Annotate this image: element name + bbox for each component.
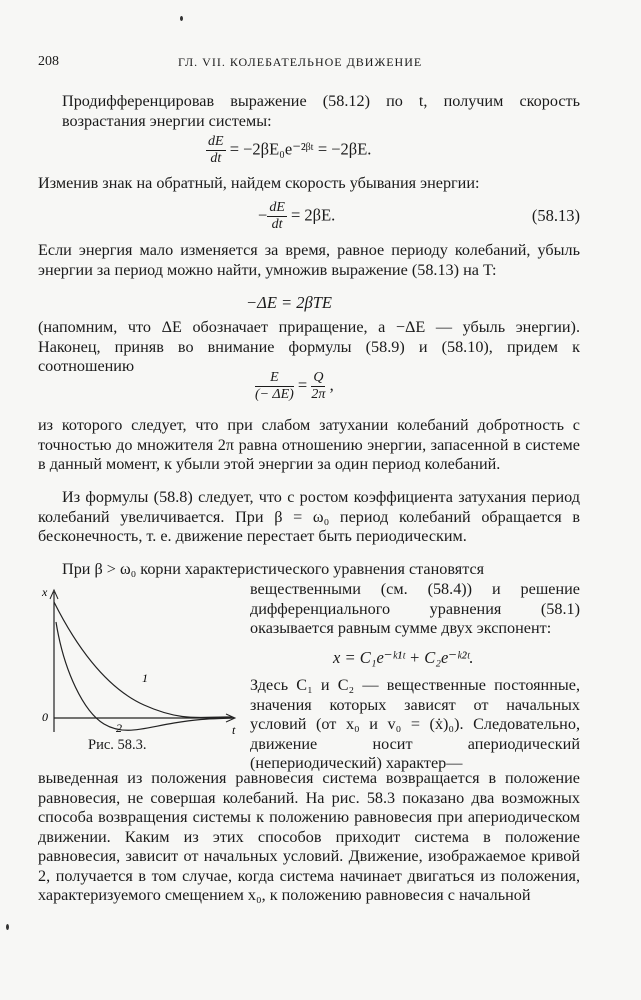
equation-3: −ΔE = 2βTE bbox=[246, 293, 333, 312]
paragraph-2: Изменив знак на обратный, найдем скорость убывания энергии: bbox=[38, 174, 480, 192]
print-speck bbox=[6, 924, 9, 930]
equation-4: $\frac{E}{(- \Delta E)}$ = $\frac{Q}{2\pi}$ , bbox=[255, 370, 334, 402]
paragraph-7-first-line: При β > ω₀ корни характеристического уравнения становятся bbox=[62, 560, 485, 578]
paragraph-1: Продифференцировав выражение (58.12) по t, получим скорость возрастания энергии системы: bbox=[62, 92, 580, 130]
page-number: 208 bbox=[38, 54, 59, 69]
y-axis-label: x bbox=[42, 585, 48, 599]
paragraph-5: из которого следует, что при слабом затухании колебаний добротность с точностью до множителя 2π равна отношению энергии, запасенной в системе в данный момент, к убыли этой энергии за один период колебаний. bbox=[38, 416, 580, 473]
equation-1: $\frac{dE}{dt}$ = −2βE₀e⁻²ᵝᵗ = −2βE. bbox=[208, 134, 372, 166]
running-title: ГЛ. VII. КОЛЕБАТЕЛЬНОЕ ДВИЖЕНИЕ bbox=[178, 55, 423, 69]
curve-1-label: 1 bbox=[142, 671, 148, 685]
paragraph-4: (напомним, что ΔE обозначает приращение, а −ΔE — убыль энергии). Наконец, приняв во внимание формулы (58.9) и (58.10), придем к соотношению bbox=[38, 318, 580, 375]
origin-label: 0 bbox=[42, 710, 48, 724]
paragraph-7-side: вещественными (см. (58.4)) и решение дифференциального уравнения (58.1) оказывается равным сумме двух экспонент: bbox=[250, 580, 580, 637]
curve-1 bbox=[54, 602, 232, 718]
curve-2-label: 2 bbox=[116, 721, 122, 735]
paragraph-3: Если энергия мало изменяется за время, равное периоду колебаний, убыль энергии за период можно найти, умножив выражение (58.13) на T: bbox=[38, 241, 580, 279]
figure-caption: Рис. 58.3. bbox=[88, 737, 147, 753]
paragraph-8-side: Здесь C₁ и C₂ — вещественные постоянные, значения которых зависят от начальных условий (от x₀ и v₀ = (ẋ)₀). Следовательно, движение носит апериодический (непериодический) характер— bbox=[250, 676, 580, 772]
paragraph-9: выведенная из положения равновесия система возвращается в положение равновесия, не совершая колебаний. На рис. 58.3 показано два возможных способа возвращения системы к положению равновесия при апериодическом движении. Каким из этих способов приходит система в положение равновесия, зависит от начальных условий. Движение, изображаемое кривой 2, получается в том случае, когда система начинает двигаться из положения, характеризуемого смещением x₀, к положению равновесия с начальной bbox=[38, 769, 580, 904]
x-axis-label: t bbox=[232, 723, 236, 737]
equation-2-number: (58.13) bbox=[531, 206, 580, 225]
paragraph-6: Из формулы (58.8) следует, что с ростом коэффициента затухания период колебаний увеличивается. При β = ω₀ период колебаний обращается в бесконечность, т. е. движение перестает быть периодическим. bbox=[38, 488, 580, 545]
equation-2: − $\frac{dE}{dt}$ = 2βE. bbox=[258, 200, 336, 232]
equation-5: x = C₁e⁻ᵏ¹ᵗ + C₂e⁻ᵏ²ᵗ. bbox=[333, 648, 474, 667]
print-speck bbox=[180, 16, 183, 21]
